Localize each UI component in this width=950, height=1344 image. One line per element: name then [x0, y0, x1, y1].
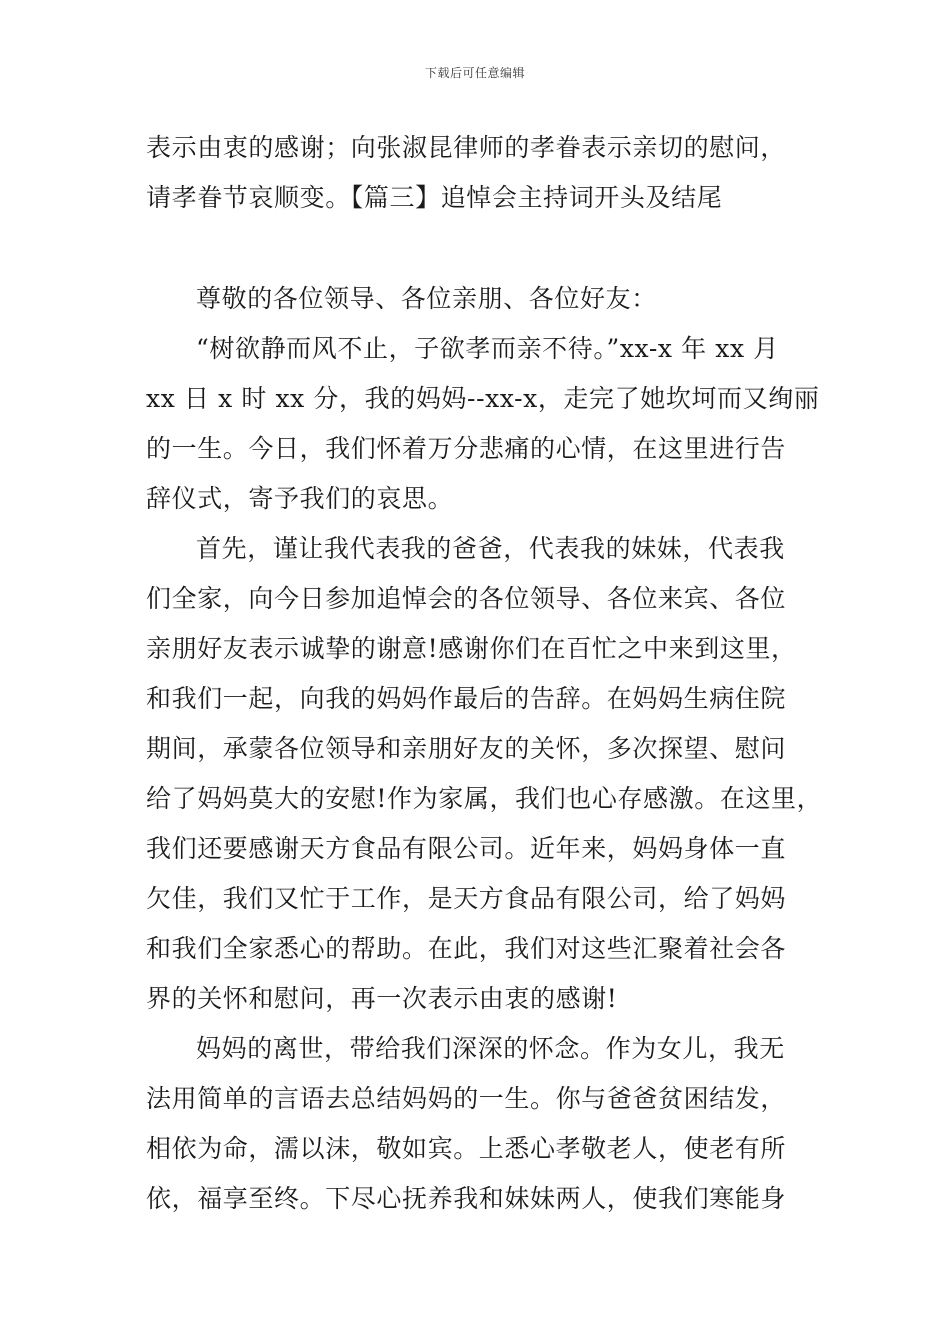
text-line: 请孝眷节哀顺变。【篇三】追悼会主持词开头及结尾: [146, 183, 723, 212]
paragraph-start: “树欲静而风不止，子欲孝而亲不待。”xx-x 年 xx 月: [196, 334, 779, 363]
text-line: 表示由衷的感谢；向张淑昆律师的孝眷表示亲切的慰问，: [146, 133, 787, 162]
text-line: 我们还要感谢天方食品有限公司。近年来，妈妈身体一直: [146, 834, 787, 863]
text-line: 的一生。今日，我们怀着万分悲痛的心情，在这里进行告: [146, 434, 787, 463]
paragraph-start: 妈妈的离世，带给我们深深的怀念。作为女儿，我无: [196, 1034, 785, 1063]
text-line: 法用简单的言语去总结妈妈的一生。你与爸爸贫困结发，: [146, 1084, 787, 1113]
page-header: 下载后可任意编辑: [424, 66, 525, 80]
text-line: 亲朋好友表示诚挚的谢意!感谢你们在百忙之中来到这里，: [146, 634, 797, 663]
paragraph-start: 首先，谨让我代表我的爸爸，代表我的妹妹，代表我: [196, 534, 785, 563]
text-line: 们全家，向今日参加追悼会的各位领导、各位来宾、各位: [146, 584, 787, 613]
text-line: 期间，承蒙各位领导和亲朋好友的关怀，多次探望、慰问: [146, 734, 787, 763]
text-line: 给了妈妈莫大的安慰!作为家属，我们也心存感激。在这里，: [146, 784, 823, 813]
text-line: 相依为命，濡以沫，敬如宾。上悉心孝敬老人，使老有所: [146, 1134, 787, 1163]
text-line: 和我们全家悉心的帮助。在此，我们对这些汇聚着社会各: [146, 934, 787, 963]
text-line: 依，福享至终。下尽心抚养我和妹妹两人，使我们寒能身: [146, 1184, 787, 1213]
text-line: 辞仪式，寄予我们的哀思。: [146, 484, 454, 513]
text-line: 界的关怀和慰问，再一次表示由衷的感谢!: [146, 984, 618, 1013]
text-line: xx 日 x 时 xx 分，我的妈妈--xx-x，走完了她坎坷而又绚丽: [146, 384, 820, 413]
text-line: 和我们一起，向我的妈妈作最后的告辞。在妈妈生病住院: [146, 684, 787, 713]
salutation: 尊敬的各位领导、各位亲朋、各位好友：: [196, 284, 657, 313]
text-line: 欠佳，我们又忙于工作，是天方食品有限公司，给了妈妈: [146, 884, 787, 913]
